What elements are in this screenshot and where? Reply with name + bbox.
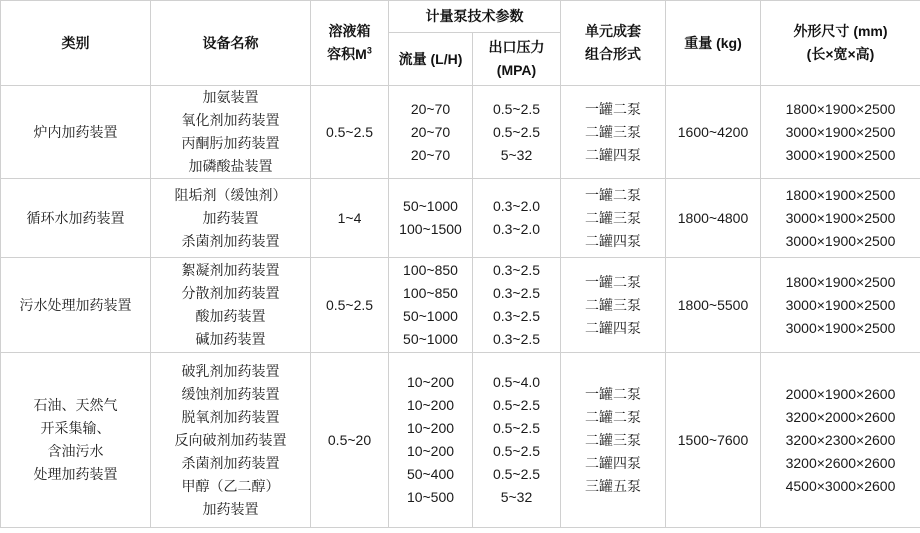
cell-unit-combination: 一罐二泵 二罐三泵 二罐四泵	[561, 179, 666, 258]
header-tank-volume	[311, 1, 389, 86]
header-flow-rate: 流量 (L/H)	[389, 33, 473, 86]
header-equipment-name: 设备名称	[151, 1, 311, 86]
tank-volume-line2: 容积M	[327, 46, 367, 62]
cell-category: 炉内加药装置	[1, 86, 151, 179]
cell-unit-combination: 一罐二泵 二罐三泵 二罐四泵	[561, 86, 666, 179]
table-row-sewage-treatment-dosing	[1, 258, 920, 353]
cell-unit-combination: 一罐二泵 二罐三泵 二罐四泵	[561, 258, 666, 353]
cell-dimensions: 1800×1900×2500 3000×1900×2500 3000×1900×2500	[761, 179, 920, 258]
cell-category: 循环水加药装置	[1, 179, 151, 258]
cell-outlet-pressure: 0.5~2.5 0.5~2.5 5~32	[473, 86, 561, 179]
header-unit-combination: 单元成套 组合形式	[561, 1, 666, 86]
cell-flow-rate: 10~200 10~200 10~200 10~200 50~400 10~500	[389, 353, 473, 528]
cell-tank-volume: 0.5~2.5	[311, 86, 389, 179]
cell-weight: 1500~7600	[666, 353, 761, 528]
cell-weight: 1600~4200	[666, 86, 761, 179]
tank-volume-superscript: 3	[366, 45, 372, 56]
cell-equipment-name: 加氨装置 氧化剂加药装置 丙酮肟加药装置 加磷酸盐装置	[151, 86, 311, 179]
cell-flow-rate: 100~850 100~850 50~1000 50~1000	[389, 258, 473, 353]
cell-unit-combination: 一罐二泵 二罐二泵 二罐三泵 二罐四泵 三罐五泵	[561, 353, 666, 528]
table-body	[1, 86, 920, 528]
header-category: 类别	[1, 1, 151, 86]
cell-equipment-name: 破乳剂加药装置 缓蚀剂加药装置 脱氧剂加药装置 反向破剂加药装置 杀菌剂加药装置 甲醇（乙二醇） 加药装置	[151, 353, 311, 528]
table-row-oil-gas-dosing	[1, 353, 920, 528]
header-weight: 重量 (kg)	[666, 1, 761, 86]
header-pump-parameters-group: 计量泵技术参数	[389, 1, 561, 33]
cell-flow-rate: 20~70 20~70 20~70	[389, 86, 473, 179]
cell-outlet-pressure: 0.5~4.0 0.5~2.5 0.5~2.5 0.5~2.5 0.5~2.5 5~32	[473, 353, 561, 528]
cell-weight: 1800~5500	[666, 258, 761, 353]
cell-tank-volume: 1~4	[311, 179, 389, 258]
cell-outlet-pressure: 0.3~2.5 0.3~2.5 0.3~2.5 0.3~2.5	[473, 258, 561, 353]
table-row-boiler-dosing	[1, 86, 920, 179]
cell-equipment-name: 絮凝剂加药装置 分散剂加药装置 酸加药装置 碱加药装置	[151, 258, 311, 353]
cell-outlet-pressure: 0.3~2.0 0.3~2.0	[473, 179, 561, 258]
cell-category: 污水处理加药装置	[1, 258, 151, 353]
header-outlet-pressure: 出口压力 (MPA)	[473, 33, 561, 86]
cell-tank-volume: 0.5~20	[311, 353, 389, 528]
cell-equipment-name: 阻垢剂（缓蚀剂） 加药装置 杀菌剂加药装置	[151, 179, 311, 258]
header-dimensions: 外形尺寸 (mm) (长×宽×高)	[761, 1, 920, 86]
table-header	[1, 1, 920, 86]
cell-dimensions: 1800×1900×2500 3000×1900×2500 3000×1900×2500	[761, 86, 920, 179]
cell-flow-rate: 50~1000 100~1500	[389, 179, 473, 258]
cell-weight: 1800~4800	[666, 179, 761, 258]
cell-category: 石油、天然气 开采集输、 含油污水 处理加药装置	[1, 353, 151, 528]
cell-tank-volume: 0.5~2.5	[311, 258, 389, 353]
table-row-circulating-water-dosing	[1, 179, 920, 258]
tank-volume-line1: 溶液箱	[328, 23, 371, 39]
cell-dimensions: 2000×1900×2600 3200×2000×2600 3200×2300×2600 3200×2600×2600 4500×3000×2600	[761, 353, 920, 528]
cell-dimensions: 1800×1900×2500 3000×1900×2500 3000×1900×2500	[761, 258, 920, 353]
